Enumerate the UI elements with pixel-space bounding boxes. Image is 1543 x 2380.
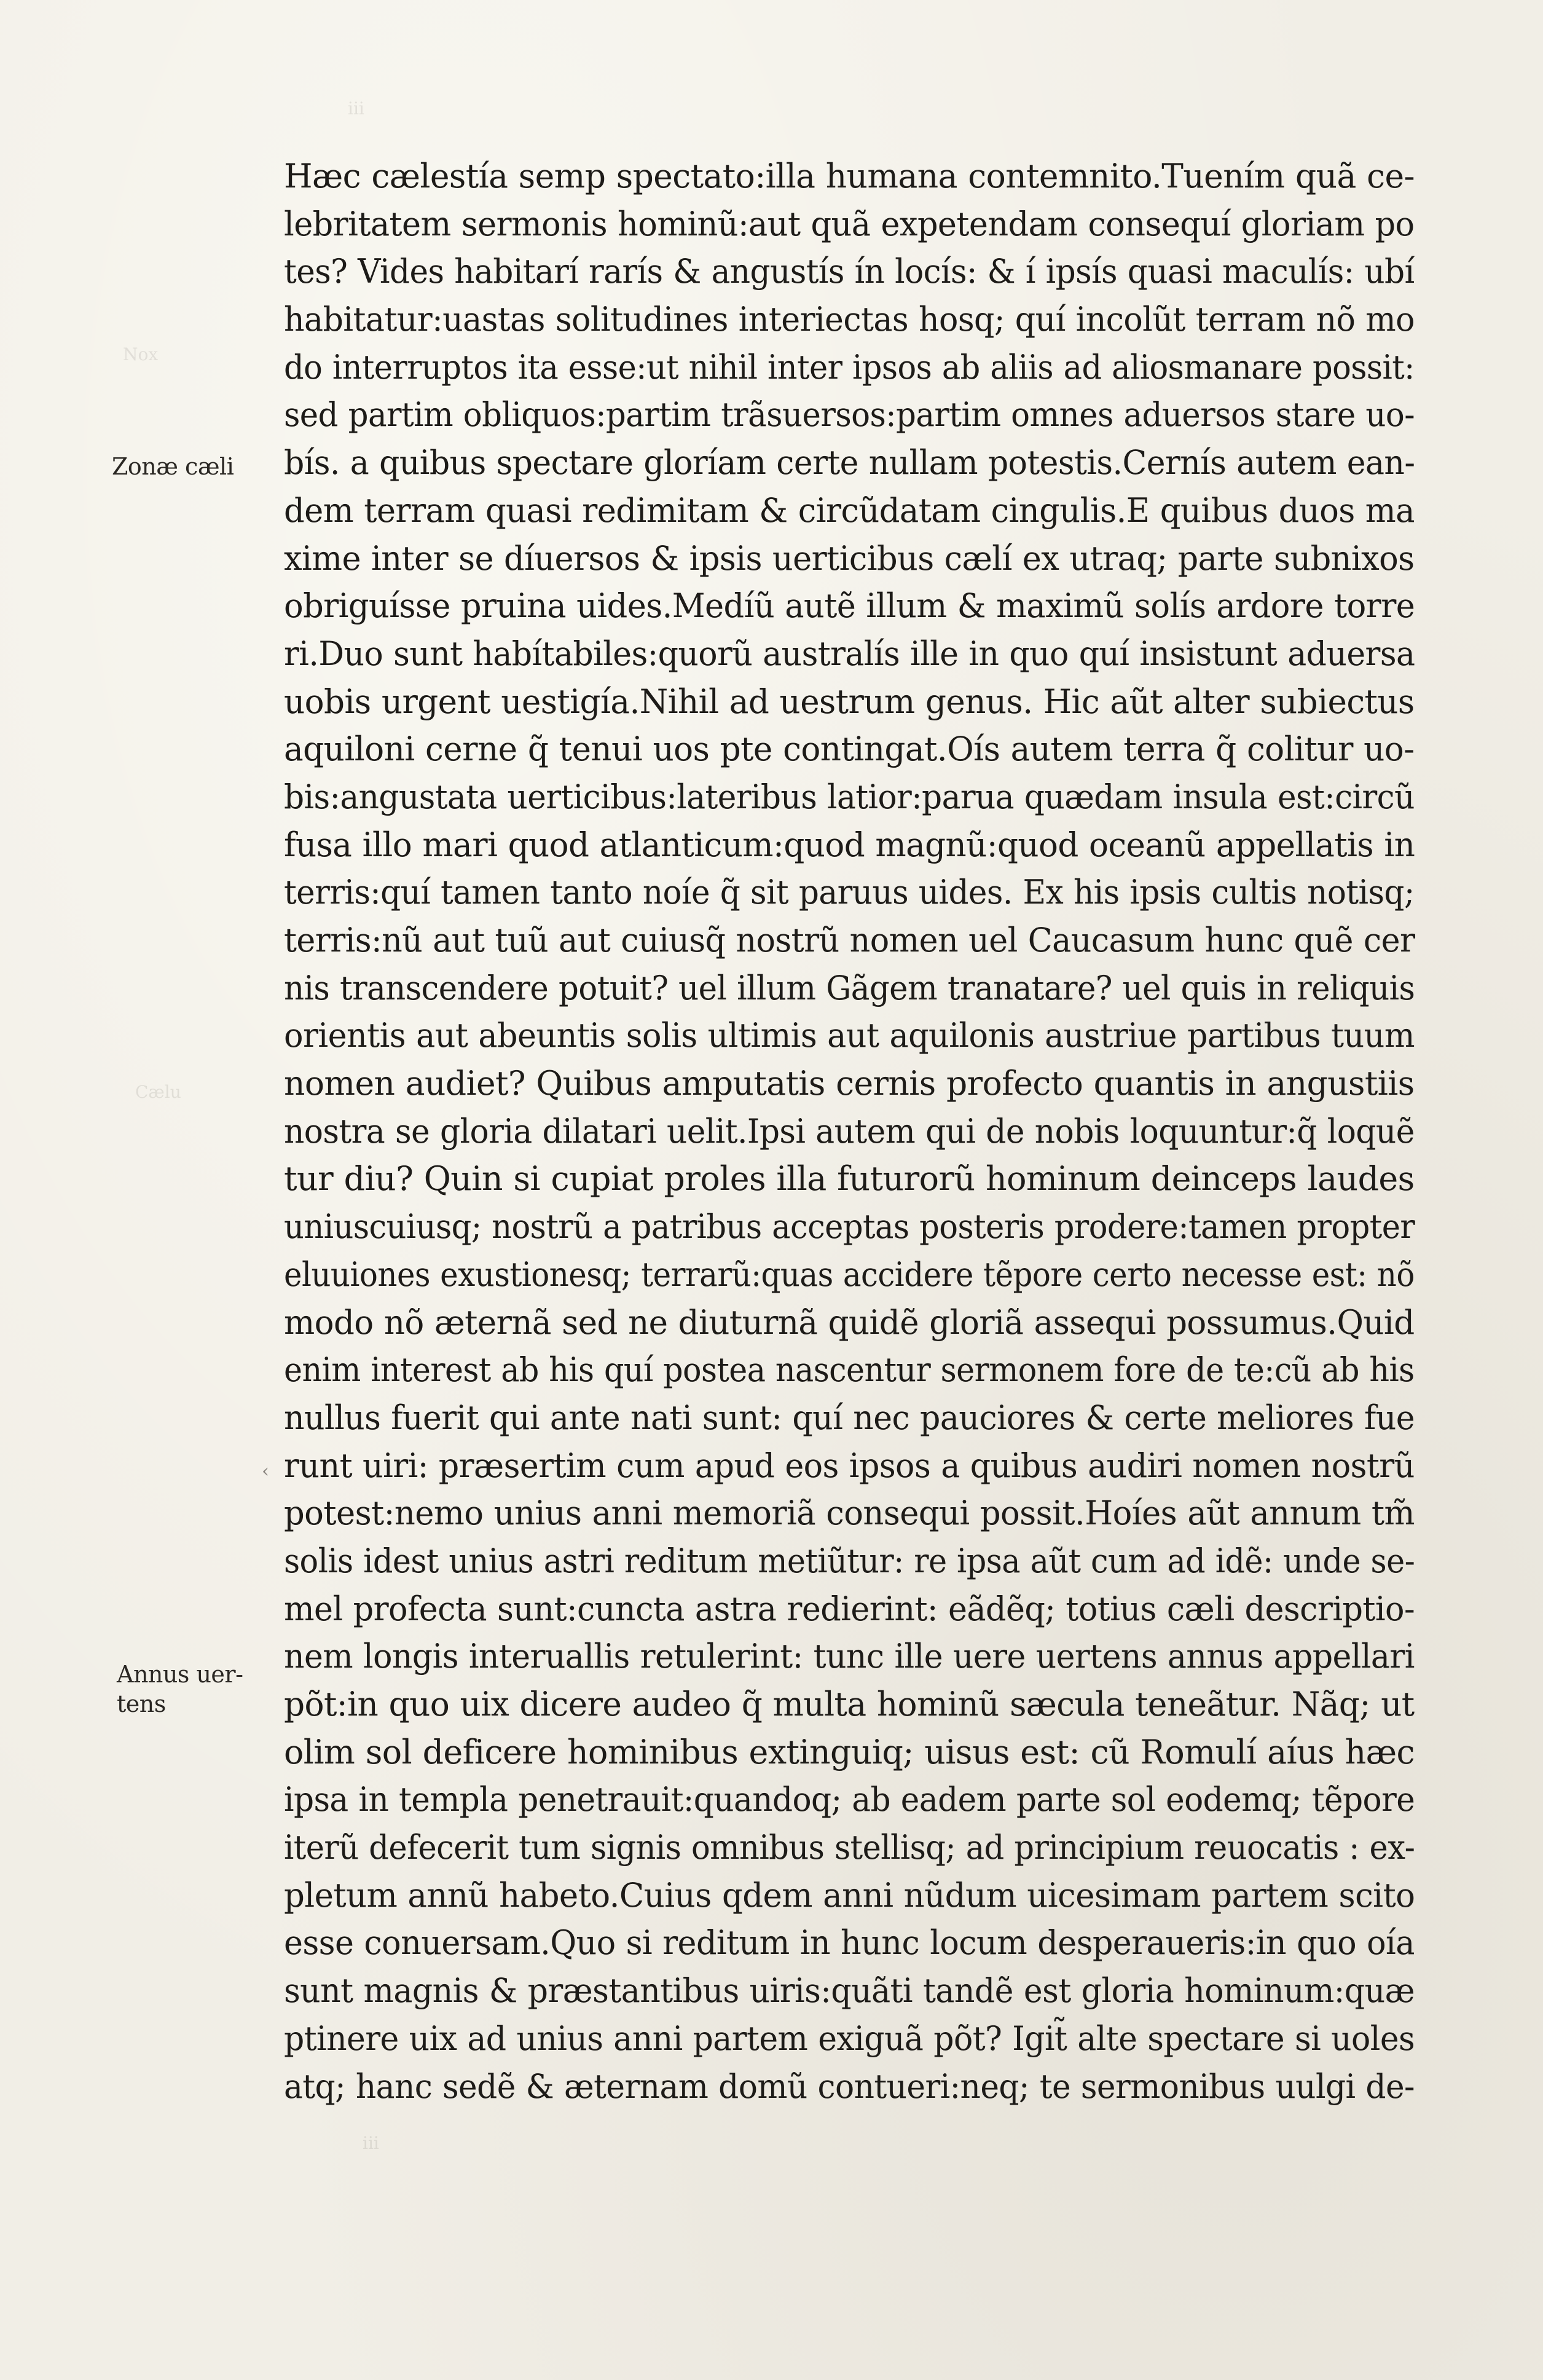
text-line: ptinere uix ad unius anni partem exiguã põt? Igit̃ alte spectare si uoles: [284, 2019, 1415, 2058]
text-line: tes? Vides habitarí rarís & angustís ín locís: & í ipsís quasi maculís: ubí: [284, 252, 1415, 291]
text-line: nostra se gloria dilatari uelit.Ipsi autem qui de nobis loquuntur:q̃ loquẽ: [284, 1111, 1415, 1151]
text-line: uniuscuiusq; nostrũ a patribus acceptas posteris prodere:tamen propter: [284, 1207, 1415, 1247]
text-line: nomen audiet? Quibus amputatis cernis profecto quantis in angustiis: [284, 1064, 1415, 1103]
text-line: nullus fuerit qui ante nati sunt: quí nec pauciores & certe meliores fue: [284, 1398, 1415, 1437]
text-line: põt:in quo uix dicere audeo q̃ multa hominũ sæcula teneãtur. Nãq; ut: [284, 1685, 1415, 1724]
text-line: lebritatem sermonis hominũ:aut quã expetendam consequí gloriam po: [284, 204, 1415, 243]
marginal-note-line: tens: [117, 1690, 166, 1717]
show-through-mark: iii: [348, 98, 364, 119]
text-line: obriguísse pruina uides.Medíũ autẽ illum & maximũ solís ardore torre: [284, 586, 1415, 626]
text-line: solis idest unius astri reditum metiũtur: re ipsa aũt cum ad idẽ: unde se-: [284, 1541, 1415, 1580]
text-line: esse conuersam.Quo si reditum in hunc locum desperaueris:in quo oía: [284, 1923, 1415, 1963]
marginal-note-line: Annus uer-: [117, 1661, 243, 1688]
marginal-note-annus: [117, 1660, 243, 1719]
text-line: ri.Duo sunt habítabiles:quorũ australís ille in quo quí insistunt aduersa: [284, 634, 1415, 673]
stray-ink-mark: ‹: [262, 1460, 269, 1482]
text-line: sed partim obliquos:partim trãsuersos:partim omnes aduersos stare uo-: [284, 395, 1415, 435]
text-line: bís. a quibus spectare gloríam certe nullam potestis.Cernís autem ean-: [284, 443, 1415, 483]
text-line: terris:quí tamen tanto noíe q̃ sit paruus uides. Ex his ipsis cultis notisq;: [284, 873, 1415, 912]
text-line: modo nõ æternã sed ne diuturnã quidẽ gloriã assequi possumus.Quid: [284, 1302, 1415, 1342]
body-text-block: [284, 152, 1415, 2110]
show-through-mark: iii: [363, 2133, 379, 2153]
text-line: iterũ defecerit tum signis omnibus stellisq; ad principium reuocatis : ex-: [284, 1828, 1415, 1867]
text-line: eluuiones exustionesq; terrarũ:quas accidere tẽpore certo necesse est: nõ: [284, 1255, 1415, 1294]
text-line: tur diu? Quin si cupiat proles illa futurorũ hominum deinceps laudes: [284, 1159, 1415, 1199]
show-through-mark: Nox: [123, 344, 159, 364]
text-line: do interruptos ita esse:ut nihil inter ipsos ab aliis ad aliosmanare possit:: [284, 347, 1415, 387]
marginal-note-line: Zonæ cæli: [112, 453, 234, 480]
show-through-mark: Cælu: [135, 1082, 181, 1102]
text-line: mel profecta sunt:cuncta astra redierint: eãdẽq; totius cæli descriptio-: [284, 1589, 1415, 1628]
marginal-note-zonae: [112, 452, 234, 481]
text-line: uobis urgent uestigía.Nihil ad uestrum genus. Hic aũt alter subiectus: [284, 682, 1415, 721]
text-line: xime inter se díuersos & ipsis uerticibus cælí ex utraq; parte subnixos: [284, 538, 1415, 578]
text-line: dem terram quasi redimitam & circũdatam cingulis.E quibus duos ma: [284, 491, 1415, 530]
text-line: bis:angustata uerticibus:lateribus latior:parua quædam insula est:circũ: [284, 777, 1415, 816]
text-line: pletum annũ habeto.Cuius qdem anni nũdum uicesimam partem scito: [284, 1875, 1415, 1915]
text-line: terris:nũ aut tuũ aut cuiusq̃ nostrũ nomen uel Caucasum hunc quẽ cer: [284, 921, 1415, 959]
text-line: sunt magnis & præstantibus uiris:quãti tandẽ est gloria hominum:quæ: [284, 1971, 1415, 2011]
text-line: potest:nemo unius anni memoriã consequi possit.Hoíes aũt annum tm̃: [284, 1494, 1415, 1533]
text-line: olim sol deficere hominibus extinguiq; uisus est: cũ Romulí aíus hæc: [284, 1732, 1415, 1771]
text-line: nem longis interuallis retulerint: tunc ille uere uertens annus appellari: [284, 1637, 1415, 1676]
text-line: orientis aut abeuntis solis ultimis aut aquilonis austriue partibus tuum: [284, 1016, 1415, 1055]
text-line: runt uiri: præsertim cum apud eos ipsos a quibus audiri nomen nostrũ: [284, 1446, 1415, 1485]
text-line: fusa illo mari quod atlanticum:quod magnũ:quod oceanũ appellatis in: [284, 825, 1415, 864]
text-line: aquiloni cerne q̃ tenui uos pte contingat.Oís autem terra q̃ colitur uo-: [284, 730, 1415, 769]
text-line: ipsa in templa penetrauit:quandoq; ab eadem parte sol eodemq; tẽpore: [284, 1780, 1415, 1819]
text-line: Hæc cælestía semp spectato:illa humana contemnito.Tuením quã ce-: [284, 157, 1415, 195]
text-line: habitatur:uastas solitudines interiectas hosq; quí incolũt terram nõ mo: [284, 300, 1415, 339]
text-line: atq; hanc sedẽ & æternam domũ contueri:neq; te sermonibus uulgi de-: [284, 2067, 1415, 2106]
text-line: nis transcendere potuit? uel illum Gãgem tranatare? uel quis in reliquis: [284, 968, 1415, 1007]
text-line: enim interest ab his quí postea nascentur sermonem fore de te:cũ ab his: [284, 1350, 1415, 1390]
